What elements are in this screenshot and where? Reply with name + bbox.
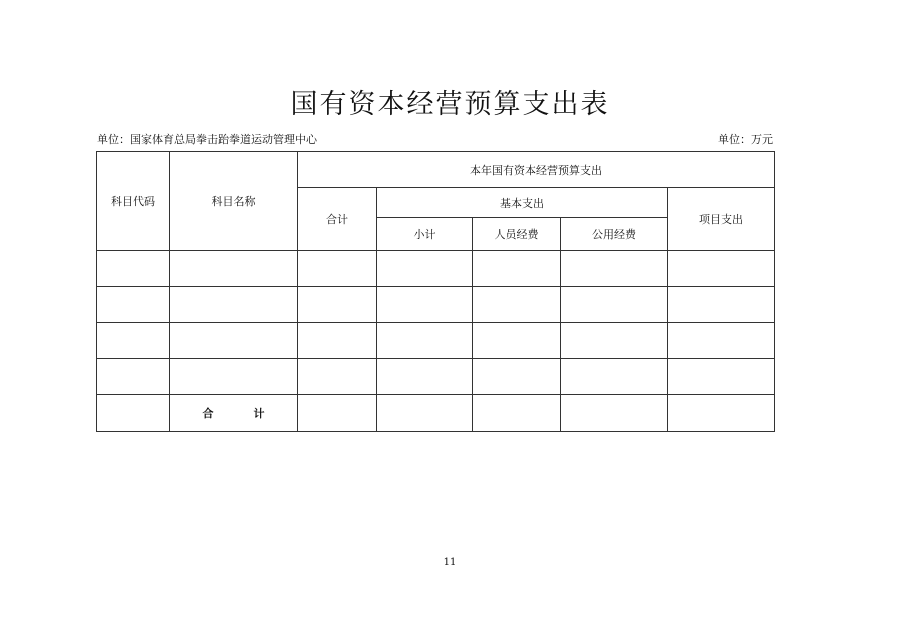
table-cell [97,359,170,395]
total-label [170,395,298,432]
document-title: 国有资本经营预算支出表 [290,89,610,120]
header-subject-name: 科目名称 [170,152,298,251]
header-subject-code: 科目代码 [97,152,170,251]
page-number: 11 [443,557,457,568]
unit-currency: 单位：万元 [718,133,773,146]
header-row-1 [97,152,775,188]
table-cell [668,359,775,395]
table-cell [668,323,775,359]
header-project-expenditure: 项目支出 [668,188,775,251]
table-cell [561,359,668,395]
table-cell [377,251,473,287]
budget-table [96,151,775,432]
table-cell [473,251,561,287]
table-cell [668,287,775,323]
table-cell [377,359,473,395]
table-cell [298,323,377,359]
table-cell [97,287,170,323]
table-cell [170,287,298,323]
total-cell [561,395,668,432]
total-cell [473,395,561,432]
header-basic-expenditure: 基本支出 [377,188,668,218]
table-cell [97,251,170,287]
table-cell [377,323,473,359]
header-subtotal: 小计 [377,218,473,251]
table-row [97,287,775,323]
total-cell [668,395,775,432]
header-group-title: 本年国有资本经营预算支出 [298,152,775,188]
table-cell [170,251,298,287]
table-cell [170,323,298,359]
table-cell [473,359,561,395]
header-public: 公用经费 [561,218,668,251]
table-cell [561,251,668,287]
table-cell [298,359,377,395]
table-cell [377,287,473,323]
header-personnel: 人员经费 [473,218,561,251]
total-label-part1: 合 [202,407,214,420]
total-label-part2: 计 [253,407,265,420]
table-cell [561,287,668,323]
table-row [97,251,775,287]
header-total: 合计 [298,188,377,251]
table-cell [668,251,775,287]
table-row [97,323,775,359]
table-cell [97,323,170,359]
total-row [97,395,775,432]
table-cell [473,323,561,359]
table-cell [298,287,377,323]
unit-organization: 单位：国家体育总局拳击跆拳道运动管理中心 [97,133,317,146]
table-row [97,359,775,395]
total-code-cell [97,395,170,432]
table-cell [298,251,377,287]
table-cell [170,359,298,395]
table-cell [473,287,561,323]
total-cell [377,395,473,432]
table-cell [561,323,668,359]
total-cell [298,395,377,432]
